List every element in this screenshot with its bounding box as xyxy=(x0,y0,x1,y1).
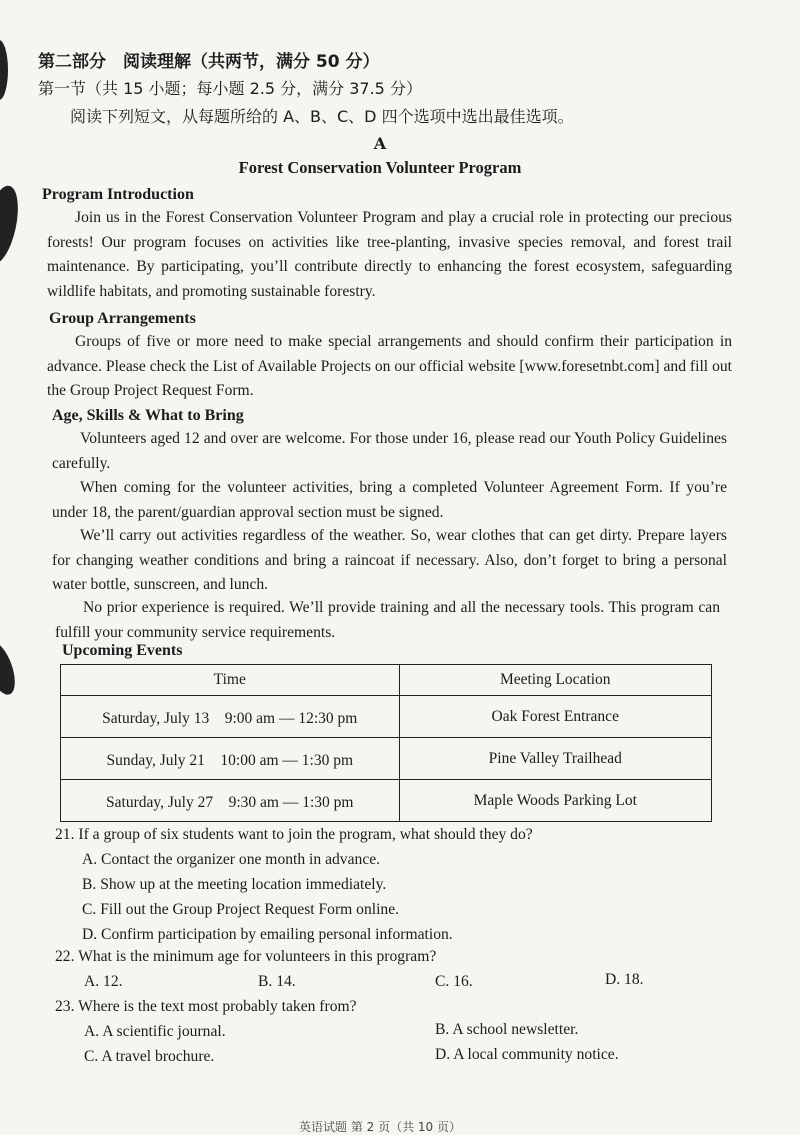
question-21-option-d: D. Confirm participation by emailing personal information. xyxy=(82,926,453,943)
column-header-location: Meeting Location xyxy=(399,665,711,696)
section-heading-intro: Program Introduction xyxy=(42,186,194,203)
event-time: Sunday, July 21 10:00 am — 1:30 pm xyxy=(61,738,400,780)
event-location: Maple Woods Parking Lot xyxy=(399,780,711,822)
question-23-option-d: D. A local community notice. xyxy=(435,1046,619,1063)
question-23-option-c: C. A travel brochure. xyxy=(84,1048,215,1065)
section-heading-events: Upcoming Events xyxy=(62,642,183,659)
question-22-option-b: B. 14. xyxy=(258,973,296,990)
event-location: Pine Valley Trailhead xyxy=(399,738,711,780)
question-23-option-b: B. A school newsletter. xyxy=(435,1021,579,1038)
question-23-option-a: A. A scientific journal. xyxy=(84,1023,226,1040)
group-paragraph: Groups of five or more need to make special arrangements and should confirm their participation in advance. Please check the List of Available Projects on our official website [www.foresetnbt.com] and fill out the Group Project Request Form. xyxy=(47,333,732,399)
instruction-text: 阅读下列短文，从每题所给的 A、B、C、D 四个选项中选出最佳选项。 xyxy=(70,107,574,126)
question-22-option-c: C. 16. xyxy=(435,973,473,990)
event-location: Oak Forest Entrance xyxy=(399,696,711,738)
scan-smudge xyxy=(0,183,24,267)
column-header-time: Time xyxy=(61,665,400,696)
events-table-header-row xyxy=(61,665,712,696)
events-table xyxy=(60,664,712,822)
table-row xyxy=(61,738,712,780)
section-heading-group: Group Arrangements xyxy=(49,310,196,327)
section-heading: 第一节（共 15 小题；每小题 2.5 分，满分 37.5 分） xyxy=(38,79,422,98)
question-23-stem: 23. Where is the text most probably taken from? xyxy=(55,998,357,1015)
table-row xyxy=(61,696,712,738)
table-row xyxy=(61,780,712,822)
question-22-option-a: A. 12. xyxy=(84,973,123,990)
age-paragraph-2: When coming for the volunteer activities, bring a completed Volunteer Agreement Form. If you’re under 18, the parent/guardian approval section must be signed. xyxy=(52,479,727,521)
age-paragraph-1: Volunteers aged 12 and over are welcome. For those under 16, please read our Youth Policy Guidelines carefully. xyxy=(52,430,727,472)
question-21-stem: 21. If a group of six students want to join the program, what should they do? xyxy=(55,826,533,843)
age-paragraph-4: No prior experience is required. We’ll provide training and all the necessary tools. This program can fulfill your community service requirements. xyxy=(55,599,720,641)
age-paragraph-3: We’ll carry out activities regardless of the weather. So, wear clothes that can get dirty. Prepare layers for changing weather conditions and bring a raincoat if necessary. Also, don’t forget to bring a personal water bottle, sunscreen, and lunch. xyxy=(52,527,727,593)
question-22-stem: 22. What is the minimum age for volunteers in this program? xyxy=(55,948,437,965)
event-time: Saturday, July 13 9:00 am — 12:30 pm xyxy=(61,696,400,738)
scan-smudge xyxy=(0,40,8,100)
page-footer: 英语试题 第 2 页（共 10 页） xyxy=(299,1120,461,1134)
section-heading-age: Age, Skills & What to Bring xyxy=(52,407,244,424)
question-22-option-d: D. 18. xyxy=(605,971,644,988)
scan-smudge xyxy=(0,638,21,699)
question-21-option-a: A. Contact the organizer one month in advance. xyxy=(82,851,381,868)
question-21-option-c: C. Fill out the Group Project Request Form online. xyxy=(82,901,400,918)
event-time: Saturday, July 27 9:30 am — 1:30 pm xyxy=(61,780,400,822)
intro-paragraph: Join us in the Forest Conservation Volunteer Program and play a crucial role in protecting our precious forests! Our program focuses on activities like tree-planting, invasive species removal, and forest trail maintenance. By participating, you’ll contribute directly to enhancing the forest ecosystem, safeguarding wildlife habitats, and promoting sustainable forestry. xyxy=(47,209,732,300)
passage-letter: A xyxy=(373,134,387,153)
part-heading: 第二部分 阅读理解（共两节，满分 50 分） xyxy=(38,52,380,72)
question-21-option-b: B. Show up at the meeting location immediately. xyxy=(82,876,387,893)
passage-title: Forest Conservation Volunteer Program xyxy=(238,158,522,177)
